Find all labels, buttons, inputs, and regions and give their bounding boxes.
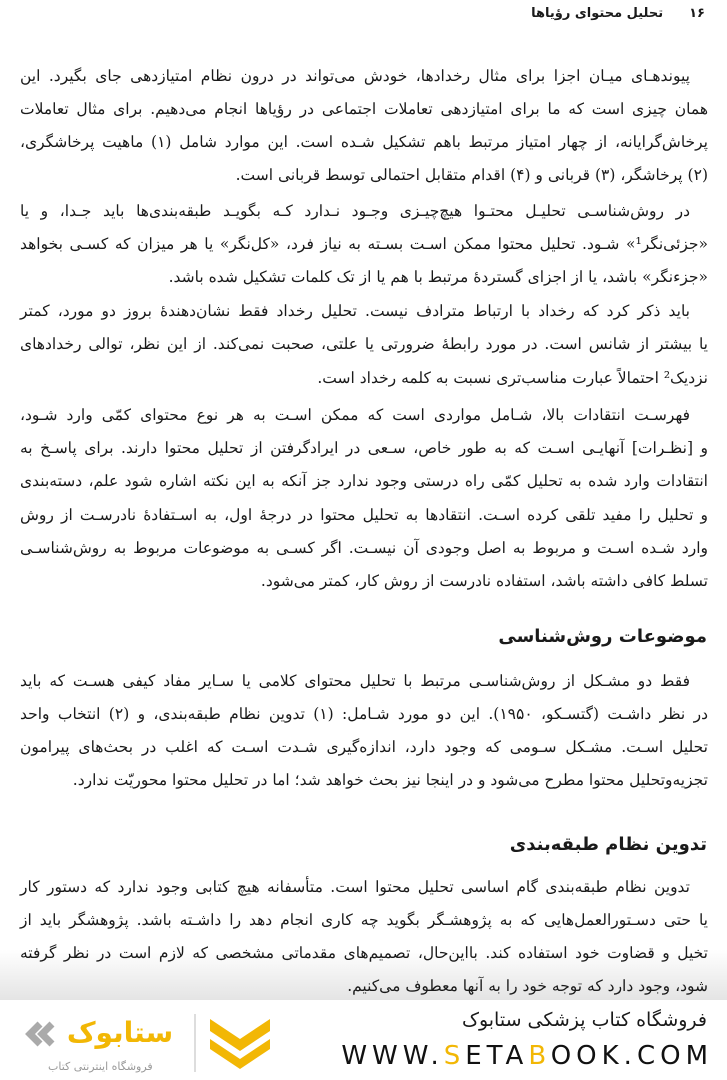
text-line: و تحلیل را مفید تلقی کرده اسـت. انتقادها به تحلیل محتوا در درجهٔ اول، به اسـتفادهٔ نادرسـت از روش	[20, 506, 708, 524]
store-name: فروشگاه کتاب پزشکی ستابوک	[461, 1009, 707, 1031]
text-line: وارد شـده اسـت و مربوط به اصل وجودی آن نیسـت. اگر کسـی به موضوعات مربوط به روش‌شناسـی	[20, 539, 708, 557]
text-line: تسلط کافی داشته باشد، استفاده نادرست از روش کار، کمتر می‌شود.	[260, 572, 708, 590]
url-part: WWW.	[341, 1041, 444, 1071]
text-line: تدوین نظام طبقه‌بندی گام اساسی تحلیل محتوا است. متأسفانه هیچ کتابی وجود ندارد که دستور کار	[20, 878, 690, 896]
text-line: یا حتی دسـتورالعمل‌هایی که به پژوهشـگر بگوید چه کاری انجام دهد را داشـته باشد. پژوهشگر باید از	[20, 911, 708, 929]
text-line: در نظر داشـت (گتسـکو، ۱۹۵۰). این دو مورد شـامل: (۱) تدوین نظام طبقه‌بندی، و (۲) انتخاب واحد	[20, 705, 708, 723]
store-footer	[0, 1000, 727, 1080]
text-line: همان چیزی است که ما برای امتیازدهی تعاملات اجتماعی در رؤیاها انجام می‌دهیم. برای مثال تعاملات	[20, 100, 708, 118]
text-line: «جزءنگر» باشد، یا از اجزای گستردهٔ مرتبط با هم یا از تک کلمات تشکیل شده باشد.	[168, 268, 708, 286]
text-line: یا بیشتر از شانس است. در مورد رابطهٔ ضرورتی یا علتی، صحبت نمی‌کند. از این نظر، توالی رخدادهای	[20, 335, 708, 353]
text-line: تحلیل اسـت. مشـکل سـومی که وجود دارد، اندازه‌گیری شـدت اسـت که اغلب در بحث‌های پیرامون	[20, 738, 708, 756]
text-line: باید ذکر کرد که رخداد با ارتباط مترادف نیست. تحلیل رخداد فقط نشان‌دهندهٔ بروز دو مورد، کمتر	[20, 302, 690, 320]
logo-text: ستابوک	[66, 1016, 174, 1049]
url-part: B	[528, 1041, 551, 1071]
text-line: تخیل و قضاوت خود استفاده کند. بااین‌حال، تصمیم‌های مقدماتی مشخصی که لازم است در نظر گرفته	[20, 944, 708, 962]
text-line: در روش‌شناسـی تحلیـل محتـوا هیچ‌چیـزی وجـود نـدارد کـه بگویـد طبقه‌بندی‌ها باید جـدا، و یا	[20, 202, 690, 220]
section-heading: موضوعات روش‌شناسی	[498, 626, 707, 647]
text-line: نزدیک² احتمالاً عبارت مناسب‌تری نسبت به کلمه رخداد است.	[317, 369, 708, 387]
section-heading: تدوین نظام طبقه‌بندی	[509, 834, 707, 855]
store-url[interactable]	[341, 1040, 713, 1072]
text-line: انتقادات وارد شده به تحلیل کمّی راه درستی وجود ندارد جز آنکه به این نکته اشاره شود علم، دسته‌بندی	[20, 472, 708, 490]
text-line: فهرسـت انتقادات بالا، شـامل مواردی است که ممکن اسـت به هر نوع محتوای کمّی وارد شـود،	[20, 406, 690, 424]
text-line: پیوندهـای میـان اجزا برای مثال رخدادها، خودش می‌تواند در درون نظام امتیازدهی جای بگیرد. این	[20, 67, 690, 85]
text-line: تجزیه‌وتحلیل محتوا مطرح می‌شود و در اینجا نیز بحث خواهد شد؛ اما در تحلیل محتوا محوریّت ندارد.	[72, 771, 708, 789]
text-line: فقط دو مشـکل از روش‌شناسـی مرتبط با تحلیل محتوای کلامی یا سـایر مفاد کیفی هسـت که باید	[20, 672, 690, 690]
url-part: OOK.COM	[550, 1041, 713, 1071]
url-part: ETA	[465, 1041, 529, 1071]
logo-subtitle: فروشگاه اینترنتی کتاب	[48, 1060, 153, 1073]
url-part: S	[443, 1041, 466, 1071]
page-number: ۱۶	[689, 6, 705, 21]
text-line: پرخاش‌گرایانه، از چهار امتیاز مرتبط باهم تشکیل شـده است. این موارد شامل (۱) ماهیت پرخاشگری،	[20, 133, 708, 151]
text-line: شود، وجود دارد که توجه خود را به آنها معطوف می‌کنیم.	[347, 977, 708, 995]
text-line: «جزئی‌نگر¹» شـود. تحلیل محتوا ممکن اسـت بسـته به نیاز فرد، «کل‌نگر» یا هر میزان که کسـی بخواهد	[20, 235, 708, 253]
running-title: تحلیل محتوای رؤیاها	[531, 6, 664, 21]
text-line: (۲) پرخاشگر، (۳) قربانی و (۴) اقدام متقابل احتمالی توسط قربانی است.	[235, 166, 708, 184]
text-line: و [نظـرات] آنهایـی اسـت که به طور خاص، سـعی در ایرادگرفتن از تحلیل محتوا دارند. برای پاسـخ به	[20, 439, 708, 457]
